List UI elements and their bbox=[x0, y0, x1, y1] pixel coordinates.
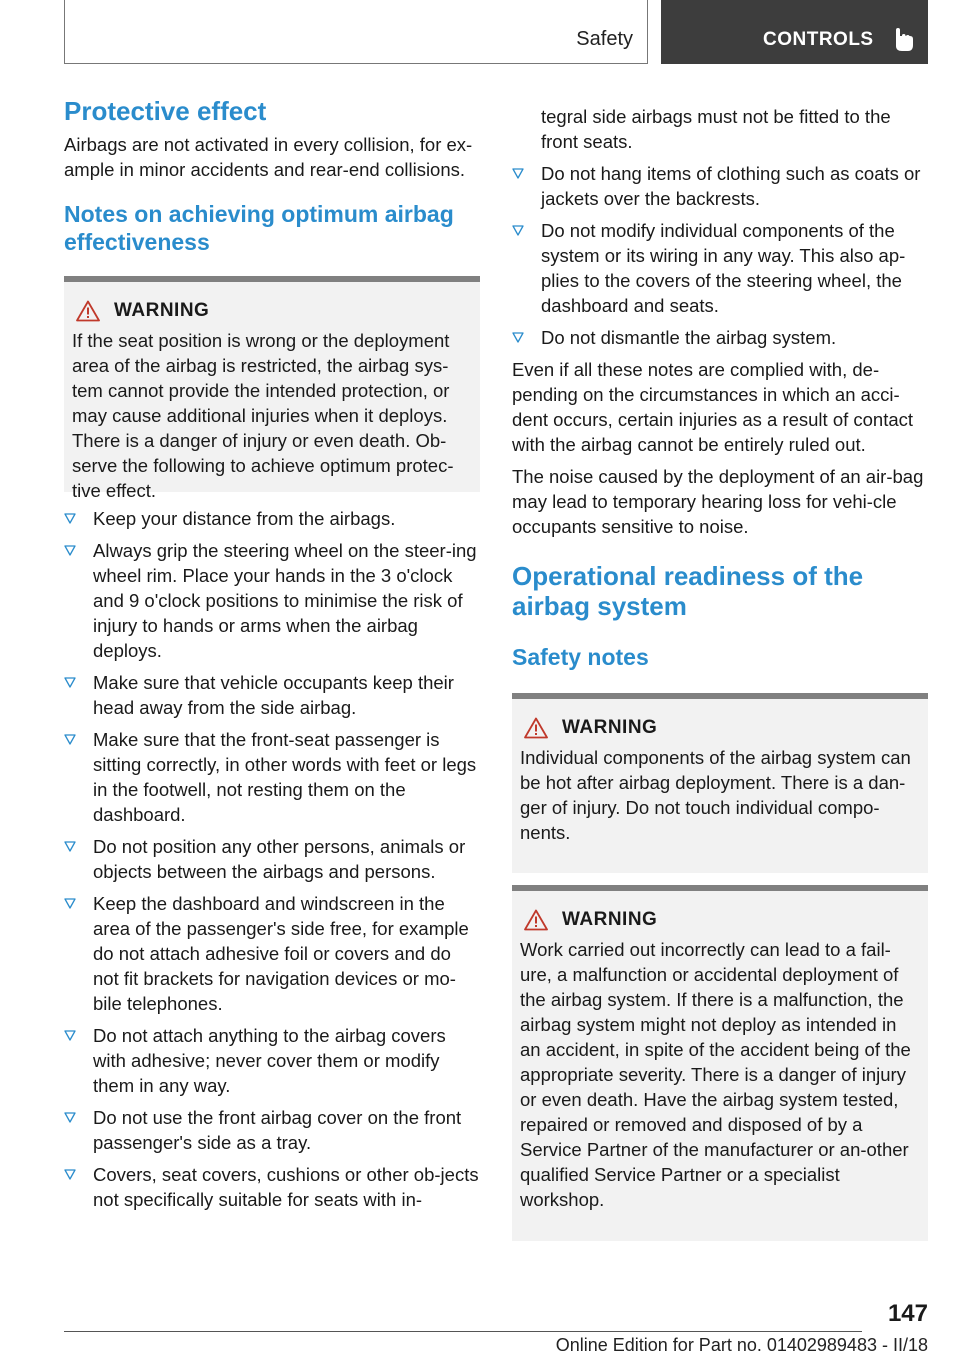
page-number: 147 bbox=[887, 1300, 928, 1327]
bullet-triangle-icon bbox=[64, 897, 76, 909]
warning-text: Work carried out incorrectly can lead to a fail-ure, a malfunction or accidental deployment of the airbag system. If there is a malfunction, the airbag system might not deploy as intended in an accident, in spite of the accident being of the appropriate severity. There is a danger of injury or even death. Have the airbag system tested, repaired or removed and disposed of by a Service Partner of the manufacturer or an-other qualified Service Partner or a specialist workshop. bbox=[520, 939, 911, 1210]
bullet-triangle-icon bbox=[64, 676, 76, 688]
bullet-item bbox=[64, 538, 480, 663]
right-column bbox=[512, 104, 928, 1241]
section-title: Operational readiness of the airbag system bbox=[512, 561, 864, 621]
warning-header bbox=[524, 717, 920, 739]
bullet-text: Do not dismantle the airbag system. bbox=[541, 327, 837, 348]
section-title: Protective effect bbox=[64, 96, 267, 126]
bullet-triangle-icon bbox=[512, 331, 524, 343]
warning-box bbox=[512, 693, 928, 873]
warning-triangle-icon bbox=[524, 717, 548, 739]
page-header bbox=[64, 0, 928, 66]
section-label: Safety bbox=[576, 28, 633, 50]
bullet-triangle-icon bbox=[64, 733, 76, 745]
bullet-triangle-icon bbox=[64, 1111, 76, 1123]
warning-box bbox=[64, 276, 480, 501]
subsection-title: Safety notes bbox=[512, 644, 649, 670]
bullet-item bbox=[64, 891, 480, 1016]
bullet-triangle-icon bbox=[64, 840, 76, 852]
warning-triangle-icon bbox=[76, 300, 100, 322]
bullet-text: Do not position any other persons, animals or objects between the airbags and persons. bbox=[93, 836, 466, 882]
warning-label: WARNING bbox=[114, 300, 210, 321]
chapter-label: CONTROLS bbox=[763, 29, 874, 50]
left-column bbox=[64, 96, 480, 1212]
bullet-text: Make sure that vehicle occupants keep their head away from the side airbag. bbox=[93, 672, 454, 718]
warning-header bbox=[76, 300, 472, 322]
bullet-triangle-icon bbox=[64, 512, 76, 524]
warning-label: WARNING bbox=[562, 717, 658, 738]
bullet-list bbox=[512, 161, 928, 350]
bullet-text: Do not use the front airbag cover on the front passenger's side as a tray. bbox=[93, 1107, 462, 1153]
bullet-item bbox=[512, 218, 928, 318]
intro-paragraph: Airbags are not activated in every collision, for ex-ample in minor accidents and rear-end collisions. bbox=[64, 134, 473, 180]
bullet-item bbox=[64, 1023, 480, 1098]
bullet-text: Keep your distance from the airbags. bbox=[93, 508, 396, 529]
bullet-triangle-icon bbox=[512, 224, 524, 236]
warning-text: If the seat position is wrong or the deployment area of the airbag is restricted, the airbag sys-tem cannot provide the intended protection, or may cause additional injuries when it deploys. There is a danger of injury or even death. Ob-serve the following to achieve optimum protec-tive effect. bbox=[72, 330, 454, 501]
paragraph: The noise caused by the deployment of an air-bag may lead to temporary hearing loss for vehi-cle occupants sensitive to noise. bbox=[512, 466, 924, 537]
bullet-item bbox=[64, 834, 480, 884]
bullet-text: Make sure that the front-seat passenger is sitting correctly, in other words with feet or legs in the footwell, not resting them on the dashboard. bbox=[93, 729, 477, 825]
bullet-triangle-icon bbox=[64, 1168, 76, 1180]
bullet-item bbox=[64, 1105, 480, 1155]
bullet-triangle-icon bbox=[64, 1029, 76, 1041]
warning-box bbox=[512, 885, 928, 1241]
bullet-triangle-icon bbox=[512, 167, 524, 179]
bullet-item bbox=[64, 1162, 480, 1212]
warning-label: WARNING bbox=[562, 909, 658, 930]
bullet-text: Covers, seat covers, cushions or other ob-jects not specifically suitable for seats with in- bbox=[93, 1164, 479, 1210]
bullet-text: Always grip the steering wheel on the steer-ing wheel rim. Place your hands in the 3 o'clock and 9 o'clock positions to minimise the risk of injury to hands or arms when the airbag deploys. bbox=[93, 540, 477, 661]
paragraph: Even if all these notes are complied with, de-pending on the circumstances in which an acci-dent occurs, certain injuries as a result of contact with the airbag cannot be entirely ruled out. bbox=[512, 359, 914, 455]
bullet-item bbox=[64, 727, 480, 827]
bullet-item bbox=[64, 506, 480, 531]
subsection-title: Notes on achieving optimum airbag effectiveness bbox=[64, 201, 454, 255]
footer-divider bbox=[64, 1331, 862, 1332]
continued-bullet-text: tegral side airbags must not be fitted to the front seats. bbox=[541, 106, 891, 152]
bullet-triangle-icon bbox=[64, 544, 76, 556]
touch-hand-icon bbox=[893, 26, 915, 52]
bullet-text: Keep the dashboard and windscreen in the area of the passenger's side free, for example do not attach adhesive foil or covers and do not fit brackets for navigation devices or mo-bile telephones. bbox=[93, 893, 469, 1014]
bullet-text: Do not attach anything to the airbag covers with adhesive; never cover them or modify them in any way. bbox=[93, 1025, 446, 1096]
bullet-item bbox=[512, 161, 928, 211]
bullet-item bbox=[512, 325, 928, 350]
warning-triangle-icon bbox=[524, 909, 548, 931]
chapter-tab bbox=[661, 0, 928, 64]
bullet-list bbox=[64, 506, 480, 1212]
edition-note: Online Edition for Part no. 01402989483 - II/18 bbox=[555, 1335, 928, 1355]
bullet-text: Do not modify individual components of the system or its wiring in any way. This also ap-plies to the covers of the steering wheel, the dashboard and seats. bbox=[541, 220, 906, 316]
warning-header bbox=[524, 909, 920, 931]
bullet-item bbox=[64, 670, 480, 720]
warning-text: Individual components of the airbag system can be hot after airbag deployment. There is a dan-ger of injury. Do not touch individual compo-nents. bbox=[520, 747, 911, 843]
section-tab bbox=[64, 0, 648, 64]
bullet-text: Do not hang items of clothing such as coats or jackets over the backrests. bbox=[541, 163, 921, 209]
